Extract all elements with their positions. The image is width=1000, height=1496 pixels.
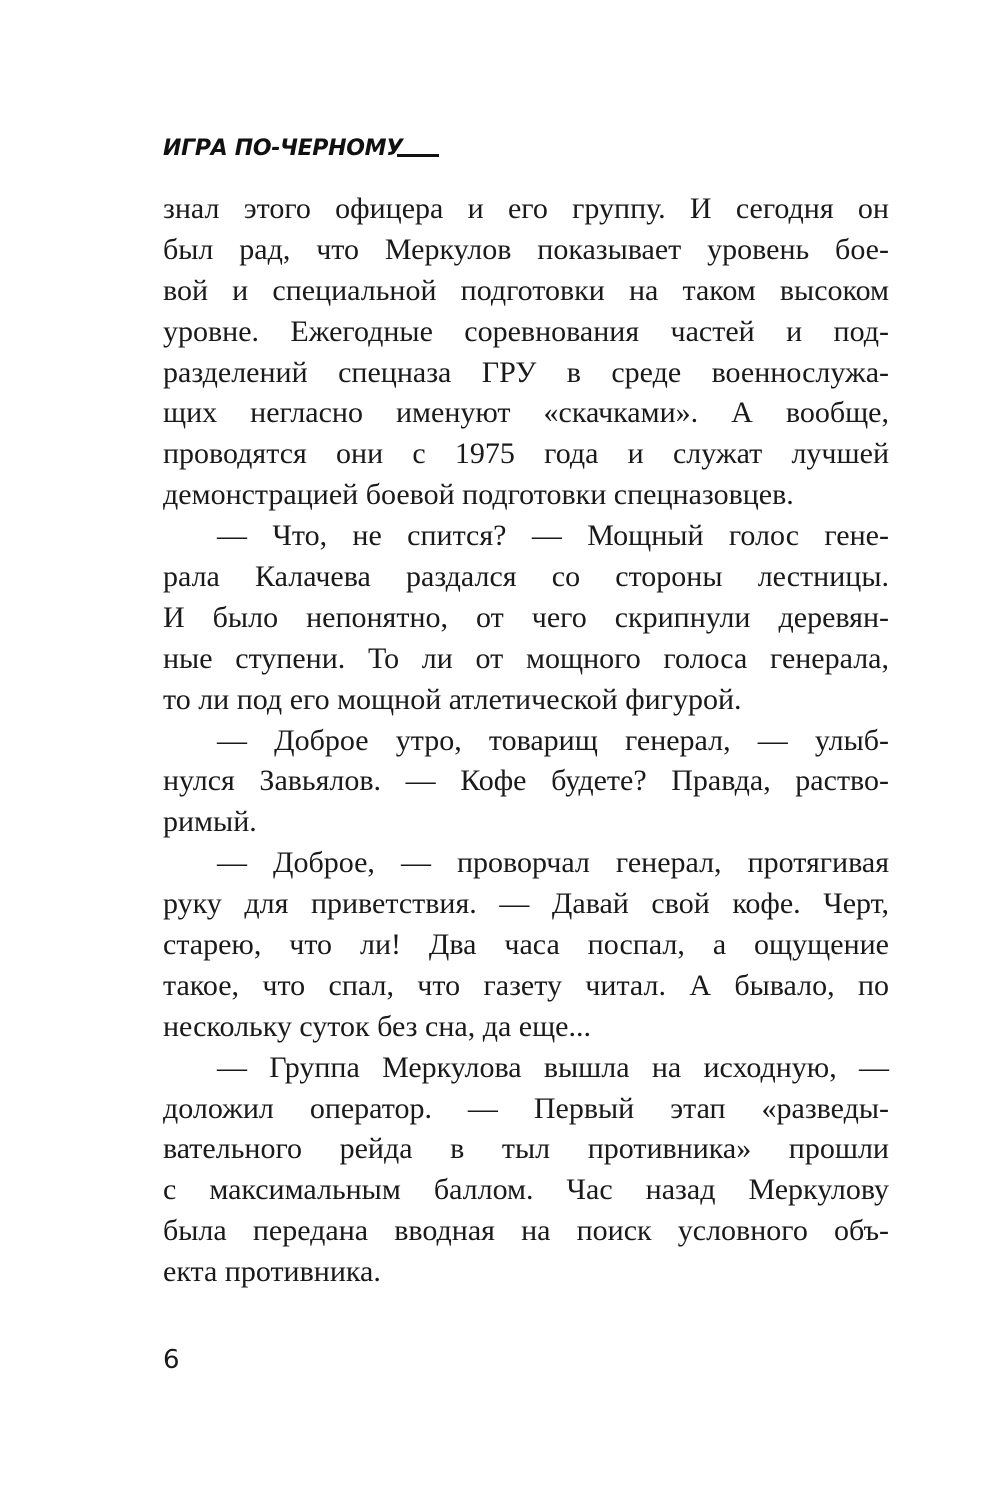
text-line: римый. [163, 805, 257, 839]
text-line: вательного рейда в тыл противника» прошли [163, 1132, 889, 1166]
text-line: рала Калачева раздался со стороны лестницы. [163, 560, 889, 594]
text-line: руку для приветствия. — Давай свой кофе. Черт, [163, 887, 889, 921]
text-line: демонстрацией боевой подготовки спецназовцев. [163, 478, 794, 512]
text-line: И было непонятно, от чего скрипнули деревян- [163, 600, 889, 634]
text-line: вой и специальной подготовки на таком высоком [163, 273, 889, 307]
page-number: 6 [163, 1345, 180, 1375]
running-head-title: ИГРА ПО-ЧЕРНОМУ [163, 136, 403, 161]
text-line: щих негласно именуют «скачками». А вообще, [163, 396, 889, 430]
text-line: нулся Завьялов. — Кофе будете? Правда, раство- [163, 764, 889, 798]
text-line: — Группа Меркулова вышла на исходную, — [217, 1050, 889, 1084]
text-line: был рад, что Меркулов показывает уровень бое- [163, 232, 889, 266]
text-line: уровне. Ежегодные соревнования частей и под- [163, 314, 889, 348]
running-head [163, 128, 439, 162]
text-line: — Доброе, — проворчал генерал, протягивая [217, 846, 889, 880]
text-line: проводятся они с 1975 года и служат лучшей [163, 437, 889, 471]
text-line: знал этого офицера и его группу. И сегодня он [163, 192, 889, 225]
text-line: то ли под его мощной атлетической фигурой. [163, 682, 742, 716]
text-line: доложил оператор. — Первый этап «разведы- [163, 1091, 889, 1125]
text-line: такое, что спал, что газету читал. А бывало, по [163, 968, 889, 1002]
text-line: екта противника. [163, 1255, 381, 1289]
text-line: нескольку суток без сна, да еще... [163, 1009, 591, 1043]
text-line: разделений спецназа ГРУ в среде военнослужа- [163, 355, 889, 389]
text-line: с максимальным баллом. Час назад Меркулову [163, 1173, 889, 1207]
text-line: старею, что ли! Два часа поспал, а ощущение [163, 928, 889, 962]
text-line: ные ступени. То ли от мощного голоса генерала, [163, 641, 889, 675]
body-text [163, 189, 889, 1293]
running-head-rule [397, 154, 439, 157]
text-line: — Доброе утро, товарищ генерал, — улыб- [217, 723, 889, 757]
text-line: — Что, не спится? — Мощный голос гене- [217, 519, 889, 553]
text-line: была передана вводная на поиск условного объ- [163, 1214, 889, 1248]
